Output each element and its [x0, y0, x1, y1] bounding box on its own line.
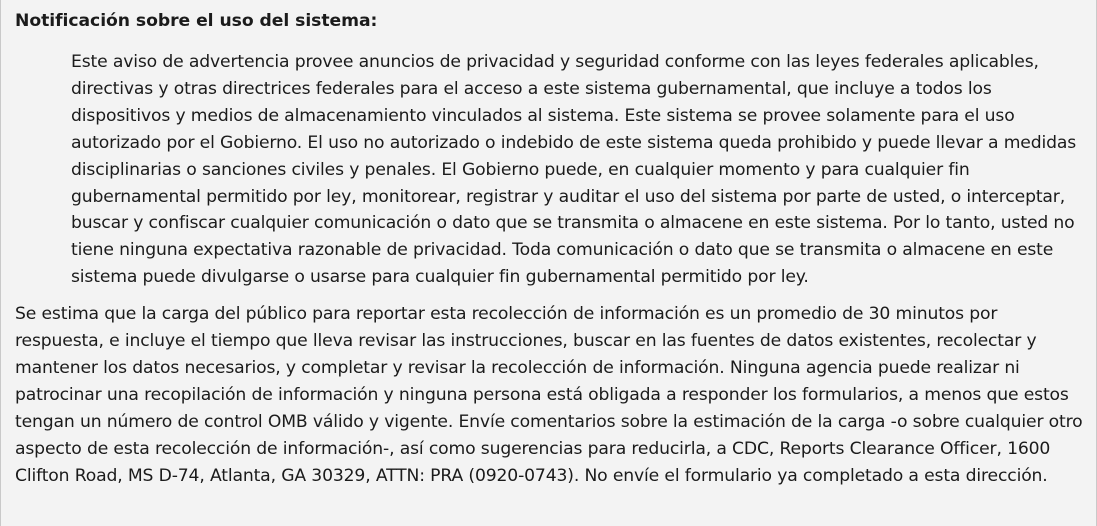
notice-body: Este aviso de advertencia provee anuncios de privacidad y seguridad conforme con las leyes federales aplicables, directivas y otras directrices federales para el acceso a este sistema gubernamental, que incluye a todos los dispositivos y medios de almacenamiento vinculados al sistema. Este sistema se provee solamente para el uso autorizado por el Gobierno. El uso no autorizado o indebido de este sistema queda prohibido y puede llevar a medidas disciplinarias o sanciones civiles y penales. El Gobierno puede, en cualquier momento y para cualquier fin gubernamental permitido por ley, monitorear, registrar y auditar el uso del sistema por parte de usted, o interceptar, buscar y confiscar cualquier comunicación o dato que se transmita o almacene en este sistema. Por lo tanto, usted no tiene ninguna expectativa razonable de privacidad. Toda comunicación o dato que se transmita o almacene en este sistema puede divulgarse o usarse para cualquier fin gubernamental permitido por ley.	[71, 52, 1077, 288]
burden-statement: Se estima que la carga del público para reportar esta recolección de información es un promedio de 30 minutos por respuesta, e incluye el tiempo que lleva revisar las instrucciones, buscar en las fuentes de datos existentes, recolectar y mantener los datos necesarios, y completar y revisar la recolección de información. Ninguna agencia puede realizar ni patrocinar una recopilación de información y ninguna persona está obligada a responder los formularios, a menos que estos tengan un número de control OMB válido y vigente. Envíe comentarios sobre la estimación de la carga -o sobre cualquier otro aspecto de esta recolección de información-, así como sugerencias para reducirla, a CDC, Reports Clearance Officer, 1600 Clifton Road, MS D-74, Atlanta, GA 30329, ATTN: PRA (0920-0743). No envíe el formulario ya completado a esta dirección.	[15, 304, 1083, 486]
notice-title: Notificación sobre el uso del sistema:	[15, 11, 378, 31]
